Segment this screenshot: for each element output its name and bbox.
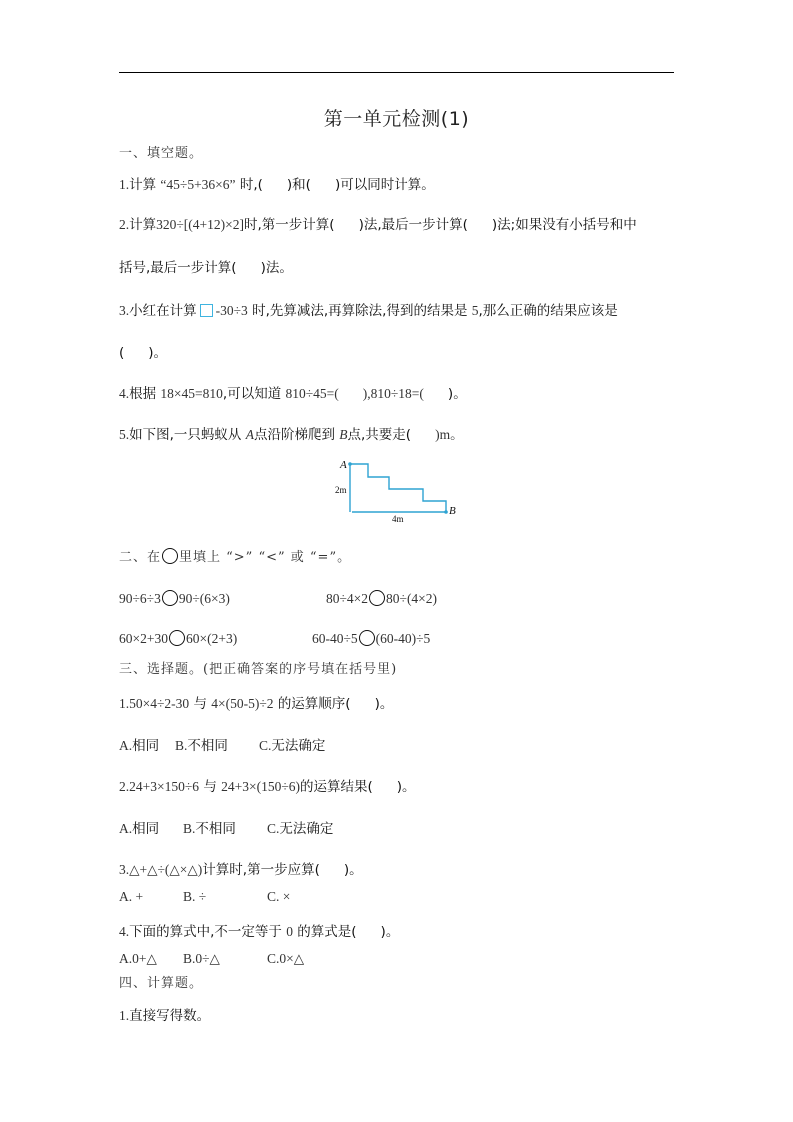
- q-value: 5: [471, 303, 479, 318]
- option-a[interactable]: A.相同: [119, 821, 160, 837]
- q-number: 3.: [119, 862, 130, 877]
- q-number: 5.: [119, 427, 130, 442]
- compare-right: 80÷(4×2): [386, 591, 438, 606]
- section-4-heading: 四、计算题。: [119, 976, 204, 991]
- question-3-4: [119, 920, 399, 940]
- option-c[interactable]: C. ×: [267, 889, 291, 904]
- q-text: 的运算结果(: [300, 779, 373, 795]
- blank-square-icon: [200, 304, 213, 317]
- point-a-dot: [348, 462, 352, 466]
- q-text: 下面的算式中,不一定等于: [129, 924, 282, 940]
- compare-item-3: [119, 630, 237, 647]
- q-number: 4.: [119, 924, 130, 939]
- staircase-diagram: [330, 455, 470, 529]
- q-number: 1.: [119, 177, 130, 192]
- question-3-1-options: [119, 734, 325, 754]
- q-expression: -30÷3: [215, 303, 248, 318]
- option-b[interactable]: B.不相同: [175, 738, 228, 754]
- question-3-3: [119, 858, 363, 878]
- compare-right: (60-40)÷5: [375, 631, 431, 646]
- header-rule: [119, 72, 674, 73]
- q-text: )法,最后一步计算(: [358, 217, 468, 233]
- q-text: 时,先算减法,再算除法,得到的结果是: [252, 303, 468, 319]
- q-number: 1.: [119, 1008, 130, 1023]
- q-text: 括号,最后一步计算(: [119, 260, 237, 276]
- q-text: )。: [447, 386, 467, 402]
- q-text: )。: [343, 862, 363, 878]
- question-3-1: [119, 692, 393, 712]
- compare-circle[interactable]: [369, 590, 385, 606]
- option-b[interactable]: B.0÷△: [183, 951, 220, 966]
- q-text: )。: [148, 345, 168, 361]
- point-b-label: B: [339, 427, 348, 442]
- section-3-heading: 三、选择题。(把正确答案的序号填在括号里): [119, 662, 398, 677]
- q-text: 的运算顺序(: [277, 696, 351, 712]
- q-text: 点,共要走(: [347, 427, 412, 443]
- staircase-svg: [330, 455, 470, 525]
- question-1-4: [119, 382, 467, 402]
- q-text: 的算式是(: [297, 924, 357, 940]
- width-label: 4m: [392, 514, 404, 524]
- question-4-1: [119, 1004, 210, 1024]
- question-1-2: [119, 213, 637, 233]
- q-text: )。: [396, 779, 416, 795]
- compare-left: 60×2+30: [119, 631, 168, 646]
- q-text: )法;如果没有小括号和中: [491, 217, 637, 233]
- option-b[interactable]: B.不相同: [183, 821, 236, 837]
- q-expression: “45÷5+36×6”: [160, 177, 236, 192]
- q-text: 小红在计算: [129, 303, 197, 319]
- q-text: 点沿阶梯爬到: [253, 427, 335, 443]
- height-label: 2m: [335, 485, 347, 495]
- staircase-path: [350, 464, 446, 512]
- q-text: )和(: [286, 177, 311, 193]
- compare-right: 90÷(6×3): [178, 591, 230, 606]
- option-c[interactable]: C.0×△: [267, 951, 305, 966]
- compare-left: 90÷6÷3: [119, 591, 161, 606]
- option-a[interactable]: A.0+△: [119, 951, 157, 966]
- point-a-label: A: [245, 427, 254, 442]
- q-number: 2.: [119, 217, 130, 232]
- question-1-1: [119, 173, 435, 193]
- compare-circle[interactable]: [169, 630, 185, 646]
- q-number: 2.: [119, 779, 130, 794]
- q-expression: 4×(50-5)÷2: [211, 696, 274, 711]
- q-text: )m。: [435, 427, 464, 442]
- q-expression: △+△÷(△×△): [129, 862, 203, 877]
- compare-circle[interactable]: [359, 630, 375, 646]
- option-a[interactable]: A.相同: [119, 738, 160, 754]
- q-expression: 24+3×(150÷6): [221, 779, 300, 794]
- q-text: 与: [193, 696, 207, 712]
- q-text: )法。: [260, 260, 293, 276]
- q-expression: ),810÷18=(: [362, 386, 424, 401]
- section-1-heading: 一、填空题。: [119, 146, 204, 161]
- heading-text: 二、在: [119, 550, 162, 565]
- section-2-heading: [119, 546, 351, 565]
- question-1-3: [119, 299, 618, 319]
- q-number: 1.: [119, 696, 130, 711]
- compare-item-1: [119, 590, 230, 607]
- q-text: ,可以知道: [222, 386, 282, 402]
- q-text: 直接写得数。: [129, 1008, 211, 1024]
- question-1-2-cont: [119, 256, 293, 276]
- option-c[interactable]: C.无法确定: [259, 738, 326, 754]
- page-title: 第一单元检测(1): [323, 108, 470, 130]
- q-text: )。: [380, 924, 400, 940]
- q-value: 0: [286, 924, 293, 939]
- q-expression: 320÷[(4+12)×2]: [156, 217, 244, 232]
- q-text: (: [119, 345, 125, 361]
- q-text: )可以同时计算。: [334, 177, 435, 193]
- q-text: 计算时,第一步应算(: [202, 862, 320, 878]
- q-text: 如下图,一只蚂蚁从: [129, 427, 242, 443]
- q-text: ,那么正确的结果应该是: [478, 303, 618, 319]
- option-a[interactable]: A. +: [119, 889, 144, 904]
- option-c[interactable]: C.无法确定: [267, 821, 334, 837]
- q-text: 时,(: [239, 177, 263, 193]
- q-text: )。: [374, 696, 394, 712]
- compare-right: 60×(2+3): [185, 631, 238, 646]
- question-3-2: [119, 775, 416, 795]
- question-1-3-cont: [119, 341, 167, 361]
- point-b-text: B: [449, 505, 456, 517]
- point-b-dot: [444, 510, 448, 514]
- question-3-3-options: [119, 889, 290, 905]
- q-text: 计算: [129, 217, 157, 233]
- q-expression: 50×4÷2-30: [129, 696, 190, 711]
- question-1-5: [119, 423, 464, 443]
- q-text: 根据: [129, 386, 157, 402]
- heading-text: 里填上 “>” “<” 或 “=”。: [179, 550, 352, 565]
- q-number: 3.: [119, 303, 130, 318]
- q-text: 与: [203, 779, 217, 795]
- q-number: 4.: [119, 386, 130, 401]
- circle-icon: [162, 548, 178, 564]
- q-expression: 810÷45=(: [285, 386, 339, 401]
- compare-left: 80÷4×2: [326, 591, 369, 606]
- question-3-4-options: [119, 951, 304, 967]
- option-b[interactable]: B. ÷: [183, 889, 207, 904]
- question-3-2-options: [119, 817, 333, 837]
- q-text: 计算: [129, 177, 157, 193]
- compare-item-2: [326, 590, 437, 607]
- compare-item-4: [312, 630, 430, 647]
- q-expression: 18×45=810: [160, 386, 223, 401]
- q-text: 时,第一步计算(: [244, 217, 335, 233]
- point-a-text: A: [340, 459, 347, 471]
- compare-left: 60-40÷5: [312, 631, 358, 646]
- q-expression: 24+3×150÷6: [129, 779, 200, 794]
- compare-circle[interactable]: [162, 590, 178, 606]
